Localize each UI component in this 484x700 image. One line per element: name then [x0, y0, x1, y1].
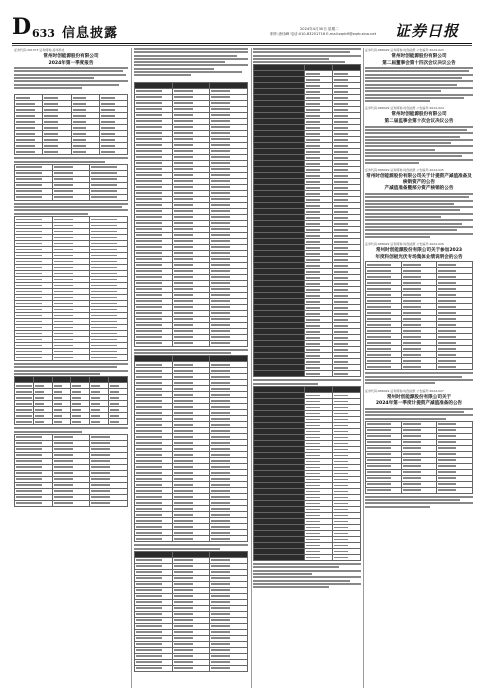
stock-code-line: 证券代码:688429 证券简称:时创能源 公告编号:2024-024	[365, 106, 444, 111]
column-4	[365, 48, 473, 688]
announcement-block	[365, 48, 473, 106]
income-statement-table	[134, 355, 248, 542]
announcement-block	[365, 242, 473, 388]
financial-table	[14, 94, 128, 155]
announcement-title: 2024年第一季度报告	[48, 60, 94, 66]
column-divider	[131, 48, 132, 688]
statement-table	[253, 386, 361, 561]
section-title: 信息披露	[62, 26, 119, 41]
impairment-table	[365, 421, 473, 494]
announcement-company: 常州时创能源股份有限公司	[43, 54, 99, 59]
header-rule	[12, 43, 472, 44]
announcement-title: 第二届监事会第十次会议决议公告	[384, 119, 454, 125]
announcement-block	[365, 106, 473, 168]
announcement-company: 常州时创能源股份有限公司	[391, 54, 447, 59]
announcement-title: 第二届董事会第十四次会议决议公告	[382, 60, 456, 66]
shareholder-table	[14, 216, 128, 361]
stock-code-line: 证券代码:688429 证券简称:时创能源 公告编号:2024-026	[365, 242, 444, 247]
stock-code-line: 证券代码:301373 证券简称:凌玮科技	[14, 48, 65, 52]
announcement-title: 2024年第一季度计提资产减值准备的公告	[375, 401, 463, 407]
meeting-info-table	[365, 261, 473, 370]
newspaper-logo: 证券日报	[395, 22, 460, 40]
page-letter: D	[12, 14, 32, 40]
editor-contact: 制作:唐伟峰 电话:010-83251716 E-mail:zqrb9@zqrb.sina.net	[270, 32, 377, 36]
page-number: 633	[32, 27, 55, 40]
stock-code-line: 证券代码:688429 证券简称:时创能源 公告编号:2024-023	[365, 48, 444, 52]
announcement-company: 常州时创能源股份有限公司关于参加2023	[375, 248, 463, 254]
issue-date: 2024年4月30日 星期二	[300, 27, 339, 31]
column-divider	[251, 48, 252, 688]
announcement-title: 产减值准备暨部分资产核销的公告	[384, 186, 454, 192]
column-3	[253, 48, 361, 688]
announcement-block	[365, 389, 473, 508]
data-table	[14, 376, 128, 425]
announcement-company: 常州时创能源股份有限公司关于	[386, 394, 452, 400]
masthead	[0, 0, 484, 44]
statement-table	[253, 64, 361, 377]
data-table	[14, 434, 128, 507]
financial-table	[14, 164, 128, 201]
announcement-company: 常州时创能源股份有限公司关于计提资产减值准备及核销资产的公告	[366, 174, 472, 185]
stock-code-line: 证券代码:688429 证券简称:时创能源 公告编号:2024-027	[365, 388, 444, 393]
announcement-company: 常州时创能源股份有限公司	[391, 112, 447, 118]
header-rule-thin	[12, 45, 472, 46]
cash-flow-table	[134, 551, 248, 672]
column-divider	[363, 48, 364, 688]
column-2	[134, 48, 248, 688]
stock-code-line: 证券代码:688429 证券简称:时创能源 公告编号:2024-025	[365, 168, 444, 173]
announcement-block	[365, 168, 473, 242]
column-1	[14, 48, 128, 688]
balance-sheet-table	[134, 82, 248, 347]
announcement-title: 年度科创板光伏专场集体业绩说明会的公告	[375, 254, 463, 260]
